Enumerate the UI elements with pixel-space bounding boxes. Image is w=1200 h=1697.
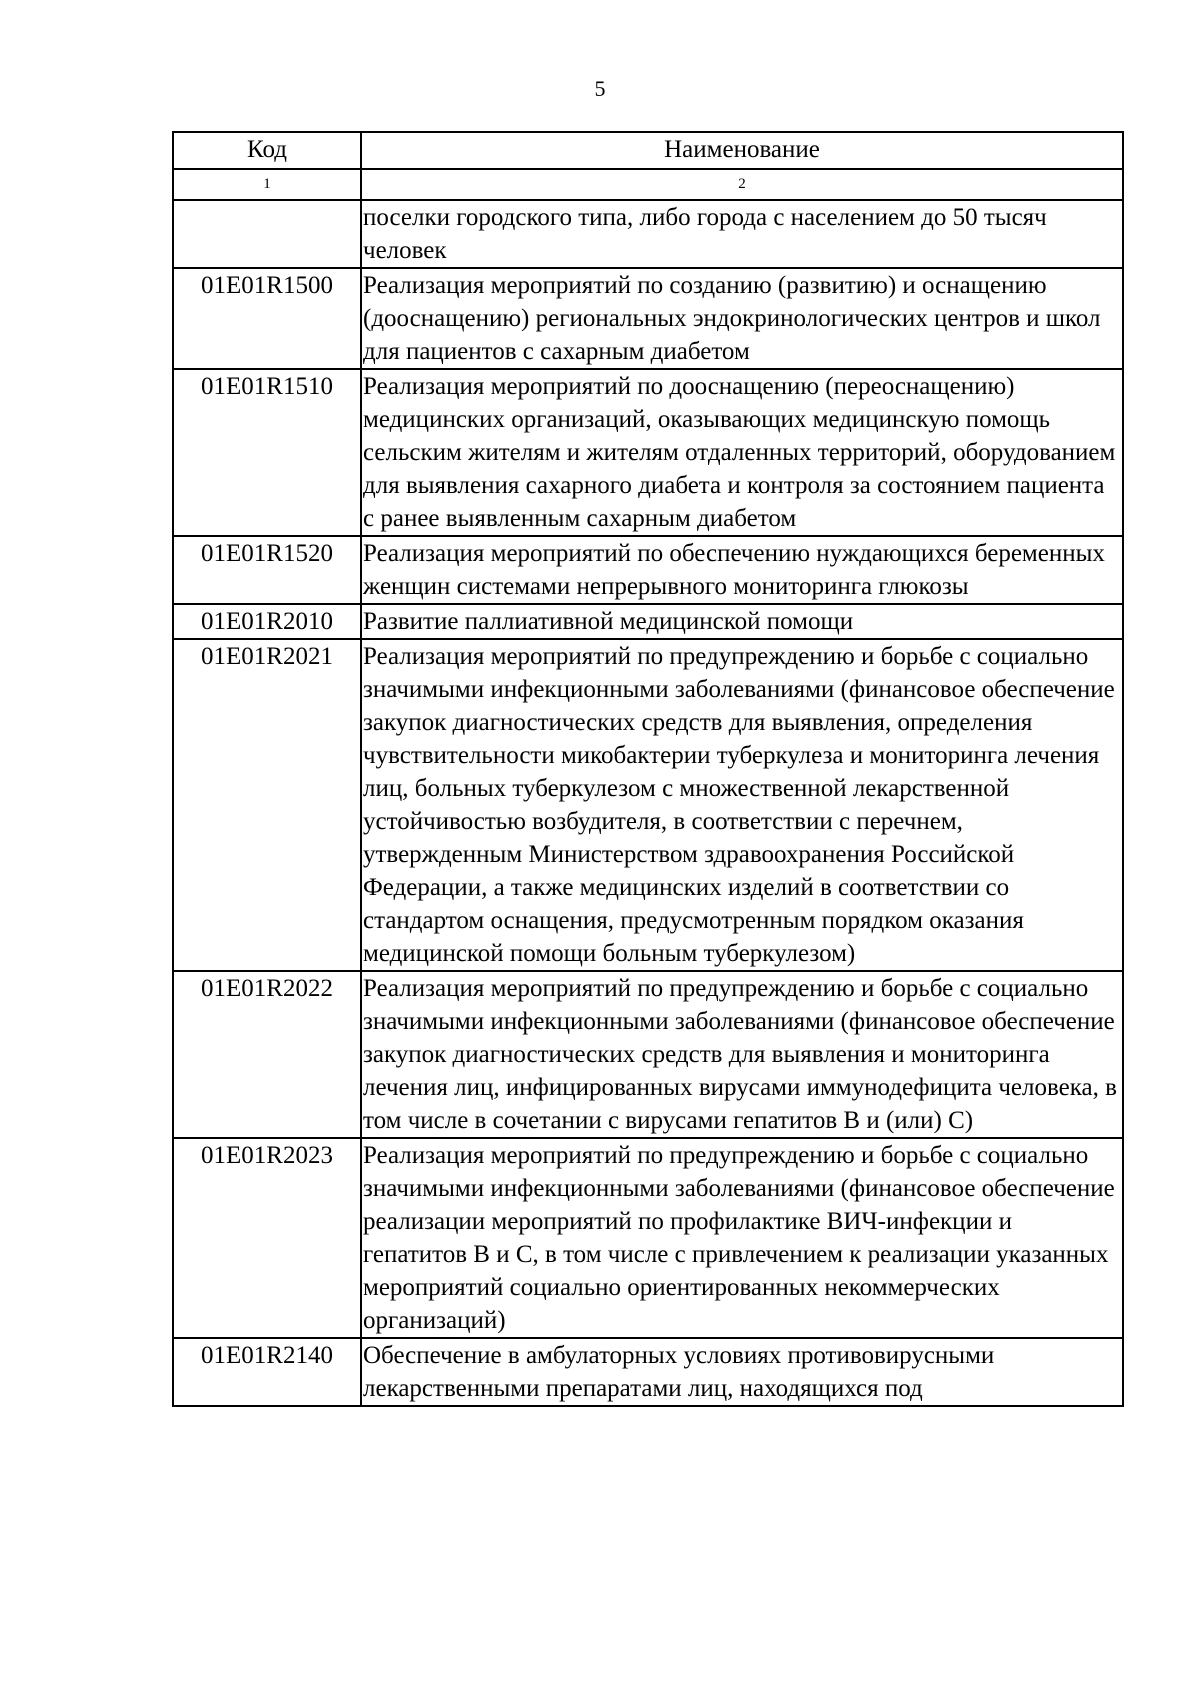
header-code: Код	[173, 132, 361, 169]
row-name: Реализация мероприятий по предупреждению и борьбе с социально значимыми инфекционными заболеваниями (финансовое обеспечение закупок диагностических средств для выявления, определения чувствительности микобактерии туберкулеза и мониторинга лечения лиц, больных туберкулезом с множественной лекарственной устойчивостью возбудителя, в соответствии с перечнем, утвержденным Министерством здравоохранения Российской Федерации, а также медицинских изделий в соответствии со стандартом оснащения, предусмотренным порядком оказания медицинской помощи больным туберкулезом)	[361, 639, 1123, 971]
row-code: 01E01R2010	[173, 604, 361, 639]
header-name: Наименование	[361, 132, 1123, 169]
row-name: Развитие паллиативной медицинской помощи	[361, 604, 1123, 639]
row-code: 01E01R1520	[173, 536, 361, 604]
row-name: Реализация мероприятий по обеспечению нуждающихся беременных женщин системами непрерывного мониторинга глюкозы	[361, 536, 1123, 604]
row-code: 01E01R2021	[173, 639, 361, 971]
row-code: 01E01R1500	[173, 268, 361, 369]
table-row	[173, 604, 1123, 639]
table-row	[173, 369, 1123, 536]
row-name: Обеспечение в амбулаторных условиях противовирусными лекарственными препаратами лиц, находящихся под	[361, 1338, 1123, 1406]
row-code	[173, 200, 361, 268]
table-row	[173, 536, 1123, 604]
row-name: Реализация мероприятий по дооснащению (переоснащению) медицинских организаций, оказывающих медицинскую помощь сельским жителям и жителям отдаленных территорий, оборудованием для выявления сахарного диабета и контроля за состоянием пациента с ранее выявленным сахарным диабетом	[361, 369, 1123, 536]
column-number-code: 1	[173, 169, 361, 200]
row-code: 01E01R2140	[173, 1338, 361, 1406]
row-name: поселки городского типа, либо города с населением до 50 тысяч человек	[361, 200, 1123, 268]
row-name: Реализация мероприятий по предупреждению и борьбе с социально значимыми инфекционными заболеваниями (финансовое обеспечение реализации мероприятий по профилактике ВИЧ-инфекции и гепатитов B и C, в том числе с привлечением к реализации указанных мероприятий социально ориентированных некоммерческих организаций)	[361, 1138, 1123, 1338]
table-row	[173, 200, 1123, 268]
table-row	[173, 268, 1123, 369]
row-code: 01E01R1510	[173, 369, 361, 536]
column-number-name: 2	[361, 169, 1123, 200]
page-number: 5	[594, 76, 606, 101]
table-row	[173, 1138, 1123, 1338]
budget-code-table	[172, 131, 1124, 1407]
row-code: 01E01R2022	[173, 971, 361, 1138]
table-row	[173, 971, 1123, 1138]
row-code: 01E01R2023	[173, 1138, 361, 1338]
row-name: Реализация мероприятий по созданию (развитию) и оснащению (дооснащению) региональных эндокринологических центров и школ для пациентов с сахарным диабетом	[361, 268, 1123, 369]
row-name: Реализация мероприятий по предупреждению и борьбе с социально значимыми инфекционными заболеваниями (финансовое обеспечение закупок диагностических средств для выявления и мониторинга лечения лиц, инфицированных вирусами иммунодефицита человека, в том числе в сочетании с вирусами гепатитов B и (или) C)	[361, 971, 1123, 1138]
table-header-row	[173, 132, 1123, 169]
table-row	[173, 1338, 1123, 1406]
table-row	[173, 639, 1123, 971]
column-number-row	[173, 169, 1123, 200]
